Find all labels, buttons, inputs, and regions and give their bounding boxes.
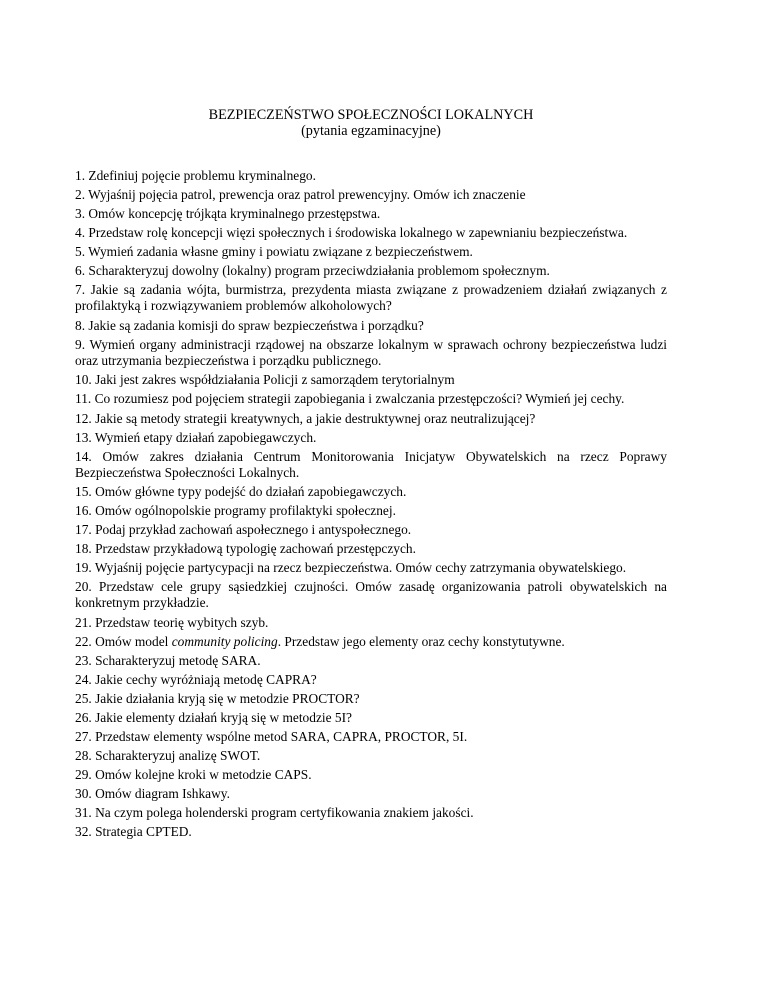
- question-item: [75, 634, 667, 650]
- question-item: 23. Scharakteryzuj metodę SARA.: [75, 652, 261, 668]
- question-item: 31. Na czym polega holenderski program certyfikowania znakiem jakości.: [75, 804, 474, 820]
- question-item: 15. Omów główne typy podejść do działań zapobiegawczych.: [75, 483, 407, 499]
- question-item: 26. Jakie elementy działań kryją się w metodzie 5I?: [75, 709, 353, 725]
- document-page: [75, 107, 667, 843]
- question-item: 32. Strategia CPTED.: [75, 823, 192, 839]
- question-item: 4. Przedstaw rolę koncepcji więzi społecznych i środowiska lokalnego w zapewnianiu bezpieczeństwa.: [75, 225, 628, 240]
- question-item: 19. Wyjaśnij pojęcie partycypacji na rzecz bezpieczeństwa. Omów cechy zatrzymania obywatelskiego.: [75, 559, 627, 575]
- question-item: 21. Przedstaw teorię wybitych szyb.: [75, 614, 269, 630]
- question-text: . Przedstaw jego elementy oraz cechy konstytutywne.: [277, 633, 565, 649]
- question-item: 24. Jakie cechy wyróżniają metodę CAPRA?: [75, 671, 317, 687]
- question-item: 17. Podaj przykład zachowań aspołecznego i antyspołecznego.: [75, 521, 412, 537]
- question-item: 7. Jakie są zadania wójta, burmistrza, prezydenta miasta związane z prowadzeniem działań związanych z profilaktyką i rozwiązywaniem problemów alkoholowych?: [75, 282, 667, 314]
- document-title: BEZPIECZEŃSTWO SPOŁECZNOŚCI LOKALNYCH: [208, 107, 534, 123]
- question-emphasis: community policing: [171, 633, 278, 649]
- question-item: 29. Omów kolejne kroki w metodzie CAPS.: [75, 766, 312, 782]
- question-item: 27. Przedstaw elementy wspólne metod SARA, CAPRA, PROCTOR, 5I.: [75, 728, 468, 744]
- question-item: 28. Scharakteryzuj analizę SWOT.: [75, 747, 261, 763]
- question-item: 11. Co rozumiesz pod pojęciem strategii zapobiegania i zwalczania przestępczości? Wymień jej cechy.: [75, 391, 625, 407]
- question-item: 16. Omów ogólnopolskie programy profilaktyki społecznej.: [75, 502, 396, 518]
- question-item: 9. Wymień organy administracji rządowej na obszarze lokalnym w sprawach ochrony bezpieczeństwa ludzi oraz utrzymania bezpieczeństwa i porządku publicznego.: [75, 336, 667, 368]
- question-item: 13. Wymień etapy działań zapobiegawczych.: [75, 429, 317, 445]
- document-subtitle: (pytania egzaminacyjne): [301, 123, 441, 139]
- question-item: 14. Omów zakres działania Centrum Monitorowania Inicjatyw Obywatelskich na rzecz Poprawy Bezpieczeństwa Społeczności Lokalnych.: [75, 448, 667, 480]
- question-item: 30. Omów diagram Ishkawy.: [75, 785, 230, 801]
- question-item: 8. Jakie są zadania komisji do spraw bezpieczeństwa i porządku?: [75, 317, 424, 333]
- question-item: 25. Jakie działania kryją się w metodzie PROCTOR?: [75, 690, 360, 706]
- question-item: 6. Scharakteryzuj dowolny (lokalny) program przeciwdziałania problemom społecznym.: [75, 263, 550, 279]
- question-item: 5. Wymień zadania własne gminy i powiatu związane z bezpieczeństwem.: [75, 244, 473, 260]
- question-item: 1. Zdefiniuj pojęcie problemu kryminalnego.: [75, 168, 316, 183]
- question-item: 2. Wyjaśnij pojęcia patrol, prewencja oraz patrol prewencyjny. Omów ich znaczenie: [75, 187, 526, 202]
- question-list: [75, 168, 667, 840]
- question-text: 22. Omów model: [75, 633, 172, 649]
- question-item: 18. Przedstaw przykładową typologię zachowań przestępczych.: [75, 540, 416, 556]
- question-item: 10. Jaki jest zakres współdziałania Policji z samorządem terytorialnym: [75, 372, 455, 388]
- question-item: 20. Przedstaw cele grupy sąsiedzkiej czujności. Omów zasadę organizowania patroli obywatelskich na konkretnym przykładzie.: [75, 579, 667, 611]
- question-item: 3. Omów koncepcję trójkąta kryminalnego przestępstwa.: [75, 206, 381, 221]
- question-item: 12. Jakie są metody strategii kreatywnych, a jakie destruktywnej oraz neutralizującej?: [75, 410, 536, 426]
